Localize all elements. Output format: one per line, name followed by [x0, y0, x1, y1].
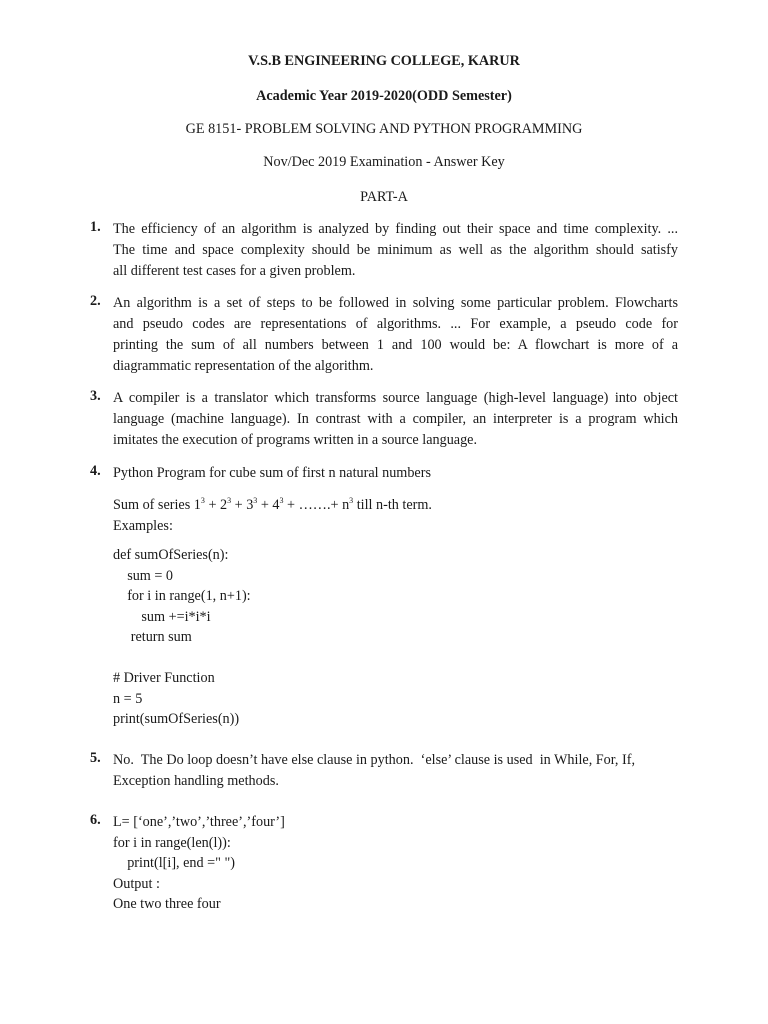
code-line: sum = 0 [113, 567, 174, 584]
answer-4 [90, 463, 678, 730]
answer-line: A compiler is a translator which transforms source language (high-level language) into object [113, 390, 678, 406]
answer-5 [90, 750, 678, 792]
answer-line: language (machine language). In contrast with a compiler, an interpreter is a program which [113, 411, 678, 427]
answer-line: imitates the execution of programs written in a source language. [113, 432, 478, 448]
code-line: def sumOfSeries(n): [113, 547, 229, 563]
answer-2 [90, 293, 678, 377]
code-line: print(sumOfSeries(n)) [113, 711, 240, 727]
exam-title: Nov/Dec 2019 Examination - Answer Key [263, 154, 505, 170]
code-line: for i in range(1, n+1): [113, 588, 251, 604]
code-line: return sum [113, 629, 192, 645]
output-value: One two three four [113, 896, 221, 912]
code-line: for i in range(len(l)): [113, 834, 231, 851]
answer-1 [90, 219, 678, 282]
answer-line: all different test cases for a given problem. [113, 263, 356, 279]
series-formula: Sum of series $1^3 + 2^3 + 3^3 + 4^3$ + …….+ $n^3$ till n-th term. [113, 496, 432, 513]
examples-label: Examples: [113, 518, 173, 534]
code-line: print(l[i], end =" ") [113, 855, 236, 871]
answer-line: and pseudo codes are representations of algorithms. ... For example, a pseudo code for [113, 316, 678, 332]
answer-number: 4. [90, 463, 101, 479]
code-line: sum +=i*i*i [113, 608, 211, 625]
answer-number: 2. [90, 293, 101, 309]
code-line [113, 648, 678, 669]
output-label: Output : [113, 875, 160, 892]
answer-number: 3. [90, 388, 101, 404]
answer-line: An algorithm is a set of steps to be followed in solving some particular problem. Flowcharts [113, 295, 678, 311]
academic-year: Academic Year 2019-2020(ODD Semester) [256, 88, 512, 104]
code-line: L= [‘one’,’two’,’three’,’four’] [113, 814, 285, 830]
answer-3 [90, 388, 678, 451]
answer-line: The time and space complexity should be minimum as well as the algorithm should satisfy [113, 242, 678, 258]
answer-number: 1. [90, 219, 101, 235]
part-heading: PART-A [360, 189, 408, 205]
code-line: # Driver Function [113, 670, 215, 686]
answer-line: No. The Do loop doesn’t have else clause in python. ‘else’ clause is used in While, For, If, [113, 752, 636, 768]
code-line: n = 5 [113, 690, 143, 707]
course-title: GE 8151- PROBLEM SOLVING AND PYTHON PROGRAMMING [185, 121, 583, 137]
answer-number: 6. [90, 812, 101, 828]
code-block [113, 545, 678, 730]
answer-line: printing the sum of all numbers between 1 and 100 would be: A flowchart is more of a [113, 337, 678, 353]
answer-line: Exception handling methods. [113, 773, 279, 789]
answer-line: diagrammatic representation of the algorithm. [113, 358, 374, 374]
answer-line: The efficiency of an algorithm is analyzed by finding out their space and time complexity. ... [113, 221, 678, 237]
answer-title: Python Program for cube sum of first n natural numbers [113, 465, 431, 481]
college-name: V.S.B ENGINEERING COLLEGE, KARUR [248, 53, 520, 69]
answer-number: 5. [90, 750, 101, 766]
answer-6 [90, 812, 678, 915]
